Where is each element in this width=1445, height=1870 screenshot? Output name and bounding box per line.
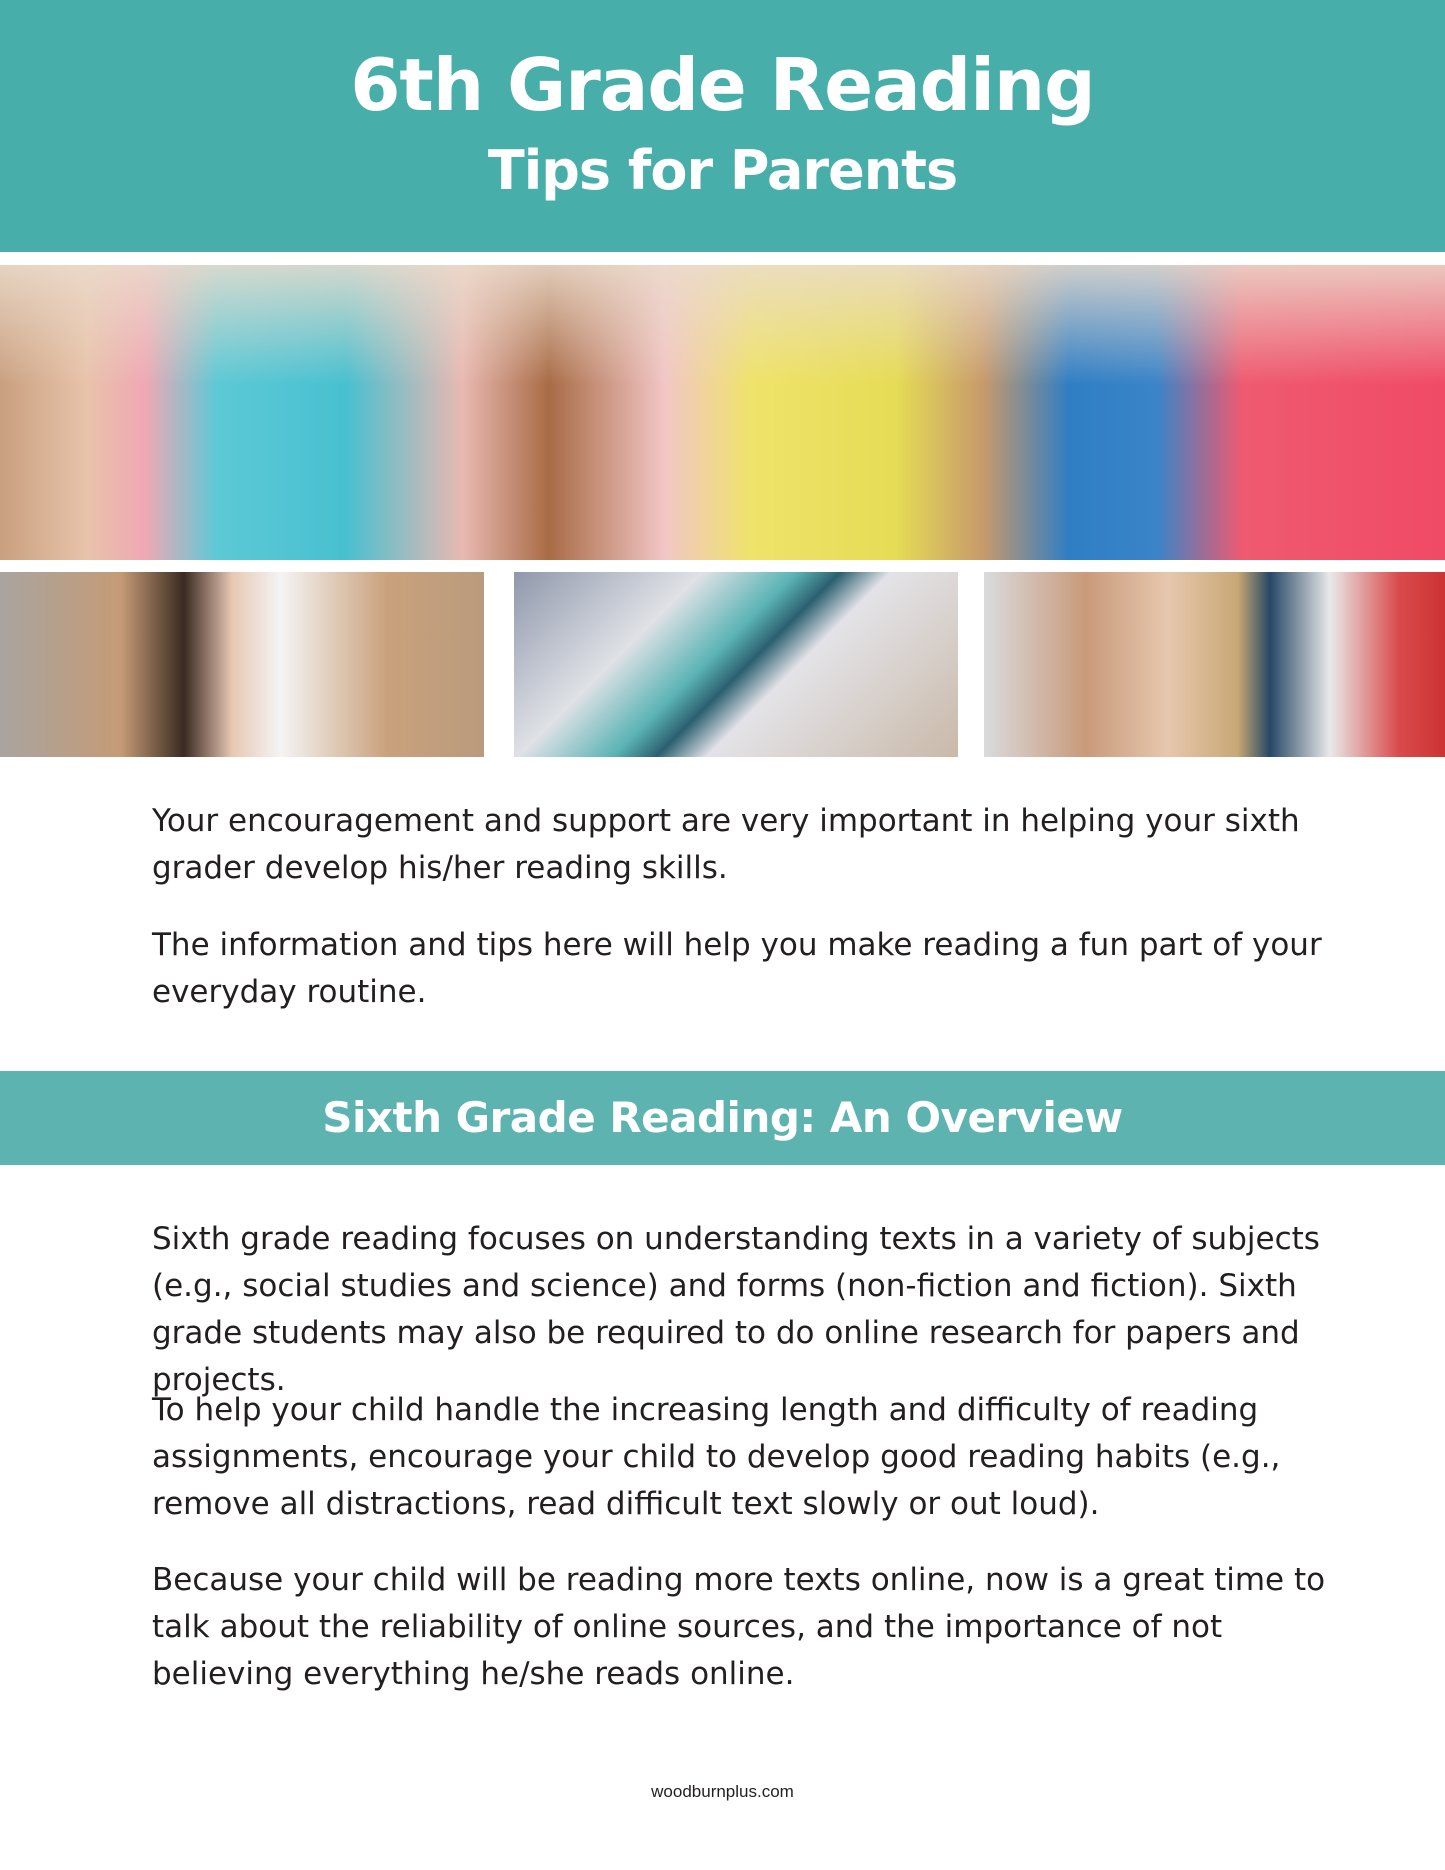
photo-boy-with-books xyxy=(984,572,1445,757)
intro-paragraph: The information and tips here will help you make reading a fun part of your everyday routine. xyxy=(152,927,1322,1010)
page-subtitle: Tips for Parents xyxy=(487,139,958,202)
section-paragraph: To help your child handle the increasing length and difficulty of reading assignments, encourage your child to develop good reading habits (e.g., remove all distractions, read difficult text slowly or out loud). xyxy=(152,1392,1281,1522)
section-title: Sixth Grade Reading: An Overview xyxy=(322,1093,1123,1142)
photo-open-book xyxy=(514,572,958,757)
page-header xyxy=(0,0,1445,252)
footer-website: woodburnplus.com xyxy=(651,1782,794,1801)
hero-photo-students xyxy=(0,265,1445,560)
photo-shade xyxy=(0,265,1445,385)
section-paragraph: Sixth grade reading focuses on understanding texts in a variety of subjects (e.g., social studies and science) and forms (non-fiction and fiction). Sixth grade students may also be required to do online research for papers and projects. xyxy=(152,1221,1320,1398)
photo-girl-reading xyxy=(0,572,484,757)
section-paragraph: Because your child will be reading more texts online, now is a great time to talk about the reliability of online sources, and the importance of not believing everything he/she reads online. xyxy=(152,1562,1326,1692)
section-header-band xyxy=(0,1071,1445,1165)
intro-paragraph: Your encouragement and support are very important in helping your sixth grader develop his/her reading skills. xyxy=(152,803,1300,886)
page-title: 6th Grade Reading xyxy=(350,43,1095,127)
